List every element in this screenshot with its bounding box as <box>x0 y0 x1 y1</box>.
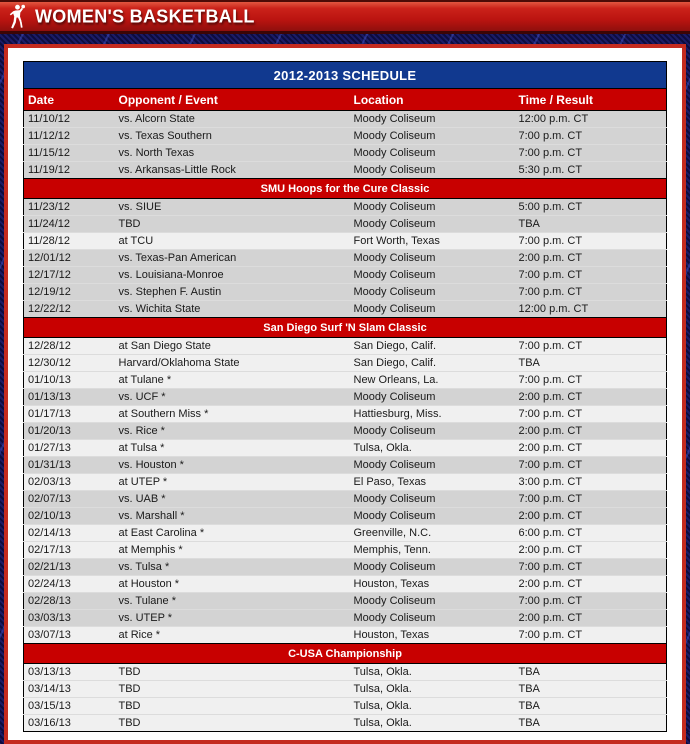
schedule-row <box>24 457 667 474</box>
schedule-section <box>24 318 667 372</box>
schedule-cell-location: Moody Coliseum <box>350 128 515 145</box>
schedule-cell-location: El Paso, Texas <box>350 474 515 491</box>
schedule-cell-location: Tulsa, Okla. <box>350 440 515 457</box>
schedule-cell-location: Houston, Texas <box>350 627 515 644</box>
schedule-cell-date: 01/27/13 <box>24 440 115 457</box>
schedule-table <box>23 61 667 732</box>
schedule-row <box>24 338 667 355</box>
schedule-cell-time: 7:00 p.m. CT <box>515 128 667 145</box>
schedule-cell-opponent: vs. UAB * <box>115 491 350 508</box>
schedule-cell-location: Tulsa, Okla. <box>350 715 515 732</box>
schedule-cell-time: 2:00 p.m. CT <box>515 440 667 457</box>
schedule-row <box>24 372 667 389</box>
schedule-cell-date: 01/20/13 <box>24 423 115 440</box>
schedule-cell-time: TBA <box>515 715 667 732</box>
column-header-row <box>24 89 667 111</box>
schedule-row <box>24 491 667 508</box>
schedule-cell-date: 12/01/12 <box>24 250 115 267</box>
schedule-row <box>24 145 667 162</box>
schedule-cell-date: 01/17/13 <box>24 406 115 423</box>
schedule-cell-date: 01/10/13 <box>24 372 115 389</box>
schedule-cell-opponent: vs. UTEP * <box>115 610 350 627</box>
page-title: WOMEN'S BASKETBALL <box>35 5 255 27</box>
schedule-cell-location: Moody Coliseum <box>350 389 515 406</box>
schedule-cell-date: 02/14/13 <box>24 525 115 542</box>
schedule-row <box>24 559 667 576</box>
schedule-cell-opponent: vs. Marshall * <box>115 508 350 525</box>
schedule-cell-time: 5:00 p.m. CT <box>515 199 667 216</box>
schedule-cell-opponent: Harvard/Oklahoma State <box>115 355 350 372</box>
schedule-cell-date: 02/24/13 <box>24 576 115 593</box>
schedule-cell-location: Moody Coliseum <box>350 162 515 179</box>
schedule-cell-date: 12/17/12 <box>24 267 115 284</box>
schedule-cell-location: Tulsa, Okla. <box>350 698 515 715</box>
schedule-cell-opponent: at San Diego State <box>115 338 350 355</box>
schedule-section <box>24 111 667 179</box>
schedule-row <box>24 593 667 610</box>
column-header-opponent: Opponent / Event <box>115 89 350 111</box>
schedule-cell-time: 7:00 p.m. CT <box>515 491 667 508</box>
schedule-cell-date: 12/19/12 <box>24 284 115 301</box>
schedule-cell-opponent: TBD <box>115 664 350 681</box>
schedule-cell-time: 7:00 p.m. CT <box>515 593 667 610</box>
schedule-cell-opponent: at UTEP * <box>115 474 350 491</box>
schedule-cell-location: San Diego, Calif. <box>350 355 515 372</box>
schedule-cell-time: 7:00 p.m. CT <box>515 145 667 162</box>
schedule-cell-time: 7:00 p.m. CT <box>515 338 667 355</box>
schedule-cell-date: 03/14/13 <box>24 681 115 698</box>
schedule-cell-date: 11/10/12 <box>24 111 115 128</box>
schedule-cell-opponent: at Tulsa * <box>115 440 350 457</box>
schedule-cell-location: New Orleans, La. <box>350 372 515 389</box>
schedule-cell-date: 02/21/13 <box>24 559 115 576</box>
schedule-cell-location: Fort Worth, Texas <box>350 233 515 250</box>
section-header-label: San Diego Surf 'N Slam Classic <box>24 318 667 338</box>
schedule-cell-location: Moody Coliseum <box>350 457 515 474</box>
schedule-row <box>24 111 667 128</box>
schedule-cell-date: 03/13/13 <box>24 664 115 681</box>
schedule-row <box>24 542 667 559</box>
schedule-row <box>24 128 667 145</box>
basketball-player-icon <box>8 4 26 30</box>
schedule-cell-date: 02/17/13 <box>24 542 115 559</box>
schedule-cell-opponent: vs. Wichita State <box>115 301 350 318</box>
schedule-row <box>24 576 667 593</box>
schedule-cell-date: 11/19/12 <box>24 162 115 179</box>
column-header-location: Location <box>350 89 515 111</box>
schedule-cell-opponent: vs. Tulane * <box>115 593 350 610</box>
schedule-cell-opponent: at Rice * <box>115 627 350 644</box>
schedule-cell-date: 11/12/12 <box>24 128 115 145</box>
schedule-cell-opponent: TBD <box>115 698 350 715</box>
schedule-cell-time: 7:00 p.m. CT <box>515 284 667 301</box>
schedule-cell-location: Moody Coliseum <box>350 423 515 440</box>
schedule-cell-opponent: at Tulane * <box>115 372 350 389</box>
schedule-row <box>24 267 667 284</box>
schedule-row <box>24 474 667 491</box>
schedule-cell-opponent: vs. SIUE <box>115 199 350 216</box>
schedule-cell-date: 12/22/12 <box>24 301 115 318</box>
schedule-cell-time: 2:00 p.m. CT <box>515 610 667 627</box>
schedule-cell-time: TBA <box>515 681 667 698</box>
schedule-cell-time: 7:00 p.m. CT <box>515 457 667 474</box>
schedule-cell-opponent: vs. Alcorn State <box>115 111 350 128</box>
schedule-cell-date: 11/24/12 <box>24 216 115 233</box>
section-header-label: C-USA Championship <box>24 644 667 664</box>
schedule-row <box>24 250 667 267</box>
schedule-cell-time: 7:00 p.m. CT <box>515 559 667 576</box>
schedule-cell-location: San Diego, Calif. <box>350 338 515 355</box>
section-header-row <box>24 644 667 664</box>
schedule-row <box>24 664 667 681</box>
schedule-cell-opponent: at Southern Miss * <box>115 406 350 423</box>
schedule-cell-date: 02/10/13 <box>24 508 115 525</box>
schedule-cell-location: Moody Coliseum <box>350 491 515 508</box>
section-header-row <box>24 179 667 199</box>
schedule-cell-time: 2:00 p.m. CT <box>515 423 667 440</box>
schedule-cell-location: Houston, Texas <box>350 576 515 593</box>
schedule-row <box>24 715 667 732</box>
schedule-cell-time: TBA <box>515 355 667 372</box>
schedule-cell-time: 2:00 p.m. CT <box>515 508 667 525</box>
schedule-section <box>24 179 667 233</box>
schedule-cell-location: Moody Coliseum <box>350 267 515 284</box>
schedule-cell-opponent: vs. Houston * <box>115 457 350 474</box>
schedule-cell-location: Moody Coliseum <box>350 250 515 267</box>
schedule-cell-time: 2:00 p.m. CT <box>515 389 667 406</box>
schedule-cell-time: 5:30 p.m. CT <box>515 162 667 179</box>
schedule-row <box>24 440 667 457</box>
schedule-cell-time: 2:00 p.m. CT <box>515 542 667 559</box>
schedule-cell-time: TBA <box>515 698 667 715</box>
schedule-cell-time: 7:00 p.m. CT <box>515 406 667 423</box>
schedule-cell-date: 01/31/13 <box>24 457 115 474</box>
schedule-row <box>24 698 667 715</box>
schedule-cell-location: Memphis, Tenn. <box>350 542 515 559</box>
schedule-cell-location: Hattiesburg, Miss. <box>350 406 515 423</box>
schedule-row <box>24 423 667 440</box>
schedule-cell-time: 7:00 p.m. CT <box>515 372 667 389</box>
schedule-row <box>24 389 667 406</box>
schedule-cell-time: 12:00 p.m. CT <box>515 301 667 318</box>
schedule-cell-date: 11/23/12 <box>24 199 115 216</box>
schedule-cell-location: Moody Coliseum <box>350 111 515 128</box>
schedule-cell-location: Moody Coliseum <box>350 593 515 610</box>
schedule-cell-time: 7:00 p.m. CT <box>515 233 667 250</box>
schedule-cell-opponent: vs. Stephen F. Austin <box>115 284 350 301</box>
schedule-cell-opponent: vs. Arkansas-Little Rock <box>115 162 350 179</box>
schedule-cell-date: 01/13/13 <box>24 389 115 406</box>
schedule-row <box>24 199 667 216</box>
section-header-row <box>24 318 667 338</box>
schedule-cell-date: 02/28/13 <box>24 593 115 610</box>
schedule-cell-date: 12/28/12 <box>24 338 115 355</box>
schedule-cell-opponent: at TCU <box>115 233 350 250</box>
schedule-cell-opponent: at Memphis * <box>115 542 350 559</box>
schedule-cell-location: Tulsa, Okla. <box>350 664 515 681</box>
schedule-row <box>24 162 667 179</box>
schedule-cell-opponent: vs. Louisiana-Monroe <box>115 267 350 284</box>
schedule-row <box>24 301 667 318</box>
schedule-cell-opponent: vs. UCF * <box>115 389 350 406</box>
section-header-label: SMU Hoops for the Cure Classic <box>24 179 667 199</box>
schedule-cell-time: TBA <box>515 216 667 233</box>
schedule-cell-date: 02/03/13 <box>24 474 115 491</box>
schedule-cell-location: Moody Coliseum <box>350 610 515 627</box>
schedule-cell-opponent: vs. Rice * <box>115 423 350 440</box>
schedule-cell-location: Moody Coliseum <box>350 301 515 318</box>
schedule-cell-opponent: TBD <box>115 715 350 732</box>
schedule-row <box>24 681 667 698</box>
schedule-section <box>24 372 667 644</box>
schedule-cell-date: 02/07/13 <box>24 491 115 508</box>
schedule-cell-opponent: vs. North Texas <box>115 145 350 162</box>
schedule-cell-date: 03/15/13 <box>24 698 115 715</box>
schedule-section <box>24 233 667 318</box>
schedule-cell-location: Greenville, N.C. <box>350 525 515 542</box>
schedule-cell-opponent: at East Carolina * <box>115 525 350 542</box>
schedule-row <box>24 627 667 644</box>
content-panel <box>4 44 686 744</box>
schedule-cell-opponent: at Houston * <box>115 576 350 593</box>
schedule-cell-opponent: vs. Texas Southern <box>115 128 350 145</box>
schedule-cell-time: 7:00 p.m. CT <box>515 267 667 284</box>
schedule-cell-date: 12/30/12 <box>24 355 115 372</box>
schedule-cell-location: Moody Coliseum <box>350 145 515 162</box>
schedule-row <box>24 355 667 372</box>
column-header-time: Time / Result <box>515 89 667 111</box>
schedule-cell-location: Moody Coliseum <box>350 284 515 301</box>
schedule-title: 2012-2013 SCHEDULE <box>24 62 667 89</box>
schedule-cell-opponent: vs. Texas-Pan American <box>115 250 350 267</box>
schedule-cell-location: Moody Coliseum <box>350 559 515 576</box>
schedule-row <box>24 610 667 627</box>
schedule-cell-time: 12:00 p.m. CT <box>515 111 667 128</box>
schedule-cell-date: 11/15/12 <box>24 145 115 162</box>
schedule-cell-opponent: TBD <box>115 216 350 233</box>
schedule-cell-location: Moody Coliseum <box>350 216 515 233</box>
schedule-cell-time: 3:00 p.m. CT <box>515 474 667 491</box>
schedule-title-row <box>24 62 667 89</box>
schedule-row <box>24 284 667 301</box>
column-header-date: Date <box>24 89 115 111</box>
schedule-cell-location: Moody Coliseum <box>350 199 515 216</box>
schedule-cell-date: 03/07/13 <box>24 627 115 644</box>
schedule-row <box>24 508 667 525</box>
schedule-section <box>24 644 667 732</box>
schedule-cell-date: 03/03/13 <box>24 610 115 627</box>
schedule-cell-time: 2:00 p.m. CT <box>515 250 667 267</box>
schedule-row <box>24 233 667 250</box>
schedule-cell-opponent: TBD <box>115 681 350 698</box>
schedule-cell-date: 11/28/12 <box>24 233 115 250</box>
schedule-cell-location: Moody Coliseum <box>350 508 515 525</box>
schedule-cell-time: 2:00 p.m. CT <box>515 576 667 593</box>
page-banner <box>0 0 690 34</box>
schedule-cell-time: TBA <box>515 664 667 681</box>
schedule-cell-opponent: vs. Tulsa * <box>115 559 350 576</box>
schedule-cell-time: 6:00 p.m. CT <box>515 525 667 542</box>
schedule-cell-date: 03/16/13 <box>24 715 115 732</box>
schedule-row <box>24 216 667 233</box>
schedule-cell-time: 7:00 p.m. CT <box>515 627 667 644</box>
schedule-row <box>24 525 667 542</box>
schedule-row <box>24 406 667 423</box>
schedule-cell-location: Tulsa, Okla. <box>350 681 515 698</box>
